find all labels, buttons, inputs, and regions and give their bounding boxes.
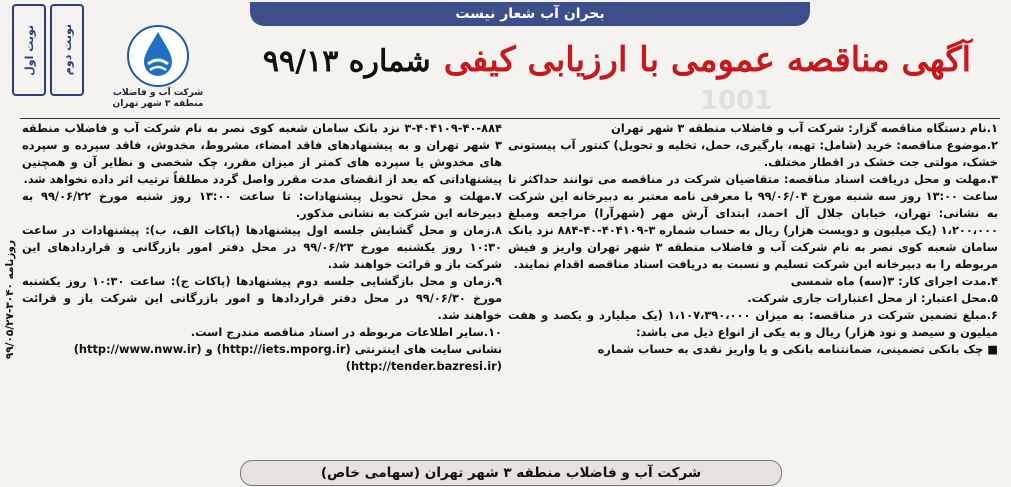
tab-second-round: نوبت دوم	[50, 4, 84, 96]
site-link-bazresi[interactable]: (http://tender.bazresi.ir)	[345, 359, 502, 373]
left-column	[22, 120, 502, 458]
item-1: ۱.نام دستگاه مناقصه گزار: شرکت آب و فاضلاب منطقه ۳ شهر تهران	[611, 121, 998, 135]
item-6-bullet: ■ چک بانکی تضمینی، ضمانتنامه بانکی و یا واریز نقدی به حساب شماره	[597, 342, 998, 356]
item-4: ۴.مدت اجرای کار: ۳(سه) ماه شمسی	[790, 274, 998, 288]
item-8: ۸.زمان و محل گشایش جلسه اول پیشنهادها (پاکات الف، ب): پیشنهادات در ساعت ۱۰:۳۰ روز یکشنبه مورخ ۹۹/۰۶/۲۳ در محل دفتر امور بازرگانی و قراردادهای این شرکت باز و قرائت خواهند شد.	[22, 223, 502, 271]
top-banner: بحران آب شعار نیست	[250, 2, 810, 26]
footer-company: شرکت آب و فاضلاب منطقه ۳ شهر تهران (سهامی خاص)	[240, 460, 782, 486]
company-logo	[98, 24, 218, 116]
tab-first-round: نوبت اول	[12, 4, 46, 96]
ad-title	[232, 40, 1002, 106]
sites-prefix: نشانی سایت های اینترنتی	[354, 342, 502, 356]
right-column	[508, 120, 998, 458]
side-tabs	[12, 4, 87, 96]
title-number: شماره ۹۹/۱۳	[262, 44, 431, 79]
item-2: ۲.موضوع مناقصه: خرید (شامل: تهیه، بارگیری، حمل، تخلیه و تحویل) کنتور آب پیستونی خشک، مولتی جت خشک در اقطار مختلف.	[508, 138, 998, 169]
divider	[20, 118, 1000, 119]
item-5: ۵.محل اعتبار: از محل اعتبارات جاری شرکت.	[747, 291, 998, 305]
item-9: ۹.زمان و محل بازگشایی جلسه دوم پیشنهادها (پاکات ج): ساعت ۱۰:۳۰ روز یکشنبه مورخ ۹۹/۰۶/۳۰ در محل دفتر قراردادها و امور بازرگانی این شرکت باز و قرائت خواهند شد.	[22, 274, 502, 322]
title-main: آگهی مناقصه عمومی با ارزیابی کیفی	[443, 40, 972, 80]
item-6-cont: ۳-۴۰۴۱۰۹-۴۰-۸۸۴ نزد بانک سامان شعبه کوی نصر به نام شرکت آب و فاضلاب منطقه ۳ شهر تهران و به پیشنهادهای فاقد امضاء، مشروط، مخدوش، فاقد سپرده و سپرده های مخدوش یا سپرده های کمتر از میزان مقرر، چک شخصی و نظایر آن و همچنین پیشنهاداتی که بعد از انقضای مدت مقرر واصل گردد مطلقاً ترتیب اثر داده نخواهد شد.	[22, 121, 502, 186]
sites-and: و	[205, 342, 213, 356]
item-6: ۶.مبلغ تضمین شرکت در مناقصه: به میزان ۱،۱۰۷،۳۹۰،۰۰۰ (یک میلیارد و یکصد و هفت میلیون و سیصد و نود هزار) ریال و به یکی از انواع ذیل می باشد:	[508, 308, 998, 339]
logo-line-2: منطقه ۳ شهر تهران	[112, 99, 204, 109]
site-link-nww[interactable]: (http://www.nww.ir)	[73, 342, 202, 356]
logo-line-1: شرکت آب و فاضلاب	[112, 88, 204, 98]
water-drop-logo-icon	[126, 24, 190, 88]
watermark-stamp: 1001	[700, 86, 773, 116]
item-10: ۱۰.سایر اطلاعات مربوطه در اسناد مناقصه مندرج است.	[190, 325, 502, 339]
item-3: ۳.مهلت و محل دریافت اسناد مناقصه: متقاضیان شرکت در مناقصه می توانند حداکثر تا ساعت ۱۳:۰۰ روز سه شنبه مورخ ۹۹/۰۶/۰۴ با معرفی نامه معتبر به دبیرخانه این شرکت به نشانی: تهران، خیابان جلال آل احمد، ابتدای آرش مهر (شهرآرا) مراجعه ومبلغ ۱،۲۰۰،۰۰۰ (یک میلیون و دویست هزار) ریال به حساب شماره ۳-۴۰۴۱۰۹-۴۰-۸۸۴ نزد بانک سامان شعبه کوی نصر به نام شرکت آب و فاضلاب منطقه ۳ شهر تهران واریز و فیش مربوطه را به دبیرخانه این شرکت تسلیم و نسبت به دریافت اسناد مناقصه اقدام نمایند.	[508, 172, 998, 271]
sites-line	[22, 341, 502, 358]
sites-line-2	[22, 358, 502, 375]
item-7: ۷.مهلت و محل تحویل پیشنهادات: تا ساعت ۱۳:۰۰ روز شنبه مورخ ۹۹/۰۶/۲۲ به دبیرخانه این شرکت به نشانی مذکور.	[22, 189, 502, 220]
newspaper-date-strip: روزنامه ۳۰۴۰-۹۹/۰۵/۲۷	[4, 240, 16, 360]
site-link-iets[interactable]: (http://iets.mporg.ir)	[216, 342, 351, 356]
